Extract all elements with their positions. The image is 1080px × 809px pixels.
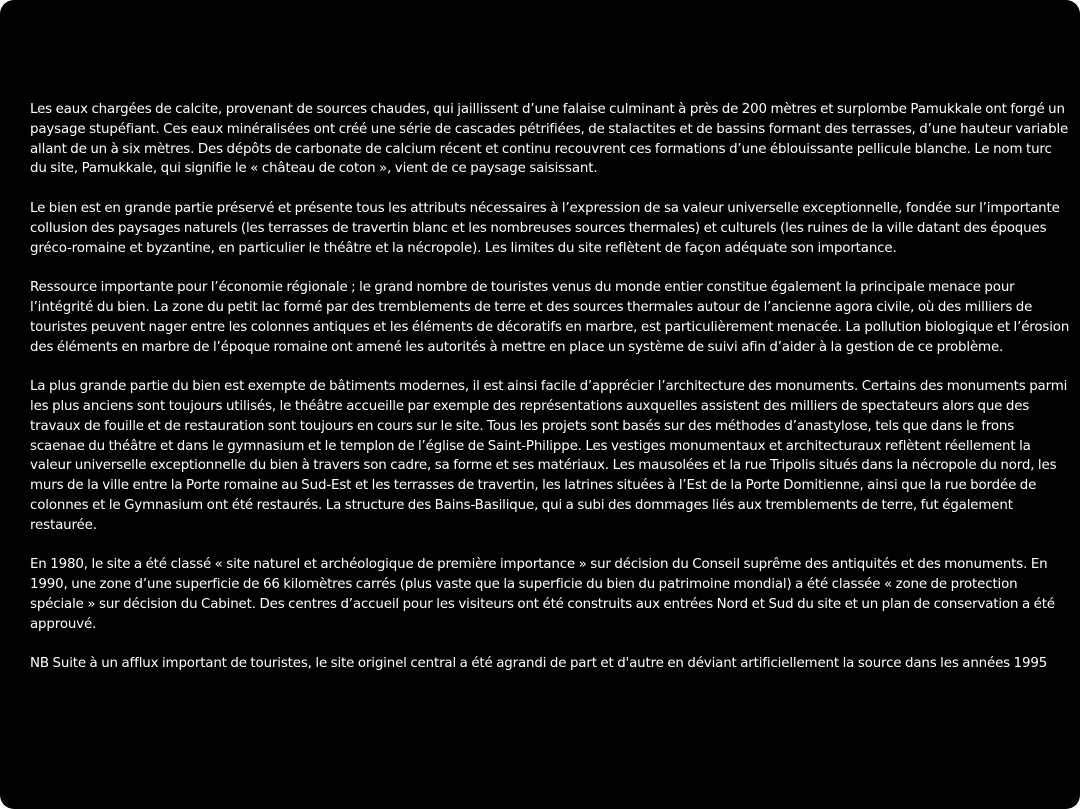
- paragraph-protection: En 1980, le site a été classé « site naturel et archéologique de première importance » sur décision du Conseil suprême des antiquités et des monuments. En 1990, une zone d’une superficie de 66 kilomètres carrés (plus vaste que la superficie du bien du patrimoine mondial) a été classée « zone de protection spéciale » sur décision du Cabinet. Des centres d’accueil pour les visiteurs ont été construits aux entrées Nord et Sud du site et un plan de conservation a été approuvé.: [30, 557, 1055, 632]
- paragraph-description: Les eaux chargées de calcite, provenant de sources chaudes, qui jaillissent d’une falaise culminant à près de 200 mètres et surplombe Pamukkale ont forgé un paysage stupéfiant. Ces eaux minéralisées ont créé une série de cascades pétrifiées, de stalactites et de bassins formant des terrasses, d’une hauteur variable allant de un à six mètres. Des dépôts de carbonate de calcium récent et continu recouvrent ces formations d’une éblouissante pellicule blanche. Le nom turc du site, Pamukkale, qui signifie le « château de coton », vient de ce paysage saisissant.: [30, 102, 1069, 177]
- paragraph-authenticity: La plus grande partie du bien est exempte de bâtiments modernes, il est ainsi facile d’apprécier l’architecture des monuments. Certains des monuments parmi les plus anciens sont toujours utilisés, le théâtre accueille par exemple des représentations auxquelles assistent des milliers de spectateurs alors que des travaux de fouille et de restauration sont toujours en cours sur le site. Tous les projets sont basés sur des méthodes d’anastylose, tels que dans le frons scaenae du théâtre et dans le gymnasium et le templon de l’église de Saint-Philippe. Les vestiges monumentaux et architecturaux reflètent réellement la valeur universelle exceptionnelle du bien à travers son cadre, sa forme et ses matériaux. Les mausolées et la rue Tripolis situés dans la nécropole du nord, les murs de la ville entre la Porte romaine au Sud-Est et les terrasses de travertin, les latrines situées à l’Est de la Porte Domitienne, ainsi que la rue bordée de colonnes et le Gymnasium ont été restaurés. La structure des Bains-Basilique, qui a subi des dommages liés aux tremblements de terre, fut également restaurée.: [30, 379, 1068, 533]
- paragraph-integrity: Le bien est en grande partie préservé et présente tous les attributs nécessaires à l’expression de sa valeur universelle exceptionnelle, fondée sur l’importante collusion des paysages naturels (les terrasses de travertin blanc et les nombreuses sources thermales) et culturels (les ruines de la ville datant des époques gréco-romaine et byzantine, en particulier le théâtre et la nécropole). Les limites du site reflètent de façon adéquate son importance.: [30, 200, 1060, 256]
- paragraph-threats: Ressource importante pour l’économie régionale ; le grand nombre de touristes venus du monde entier constitue également la principale menace pour l’intégrité du bien. La zone du petit lac formé par des tremblements de terre et des sources thermales autour de l’ancienne agora civile, où des milliers de touristes peuvent nager entre les colonnes antiques et les éléments de décoratifs en marbre, est particulièrement menacée. La pollution biologique et l’érosion des éléments en marbre de l’époque romaine ont amené les autorités à mettre en place un système de suivi afin d’aider à la gestion de ce problème.: [30, 280, 1070, 355]
- paragraph-note: NB Suite à un afflux important de touristes, le site originel central a été agrandi de part et d'autre en déviant artificiellement la source dans les années 1995: [30, 656, 1048, 672]
- text-body: [30, 100, 1070, 694]
